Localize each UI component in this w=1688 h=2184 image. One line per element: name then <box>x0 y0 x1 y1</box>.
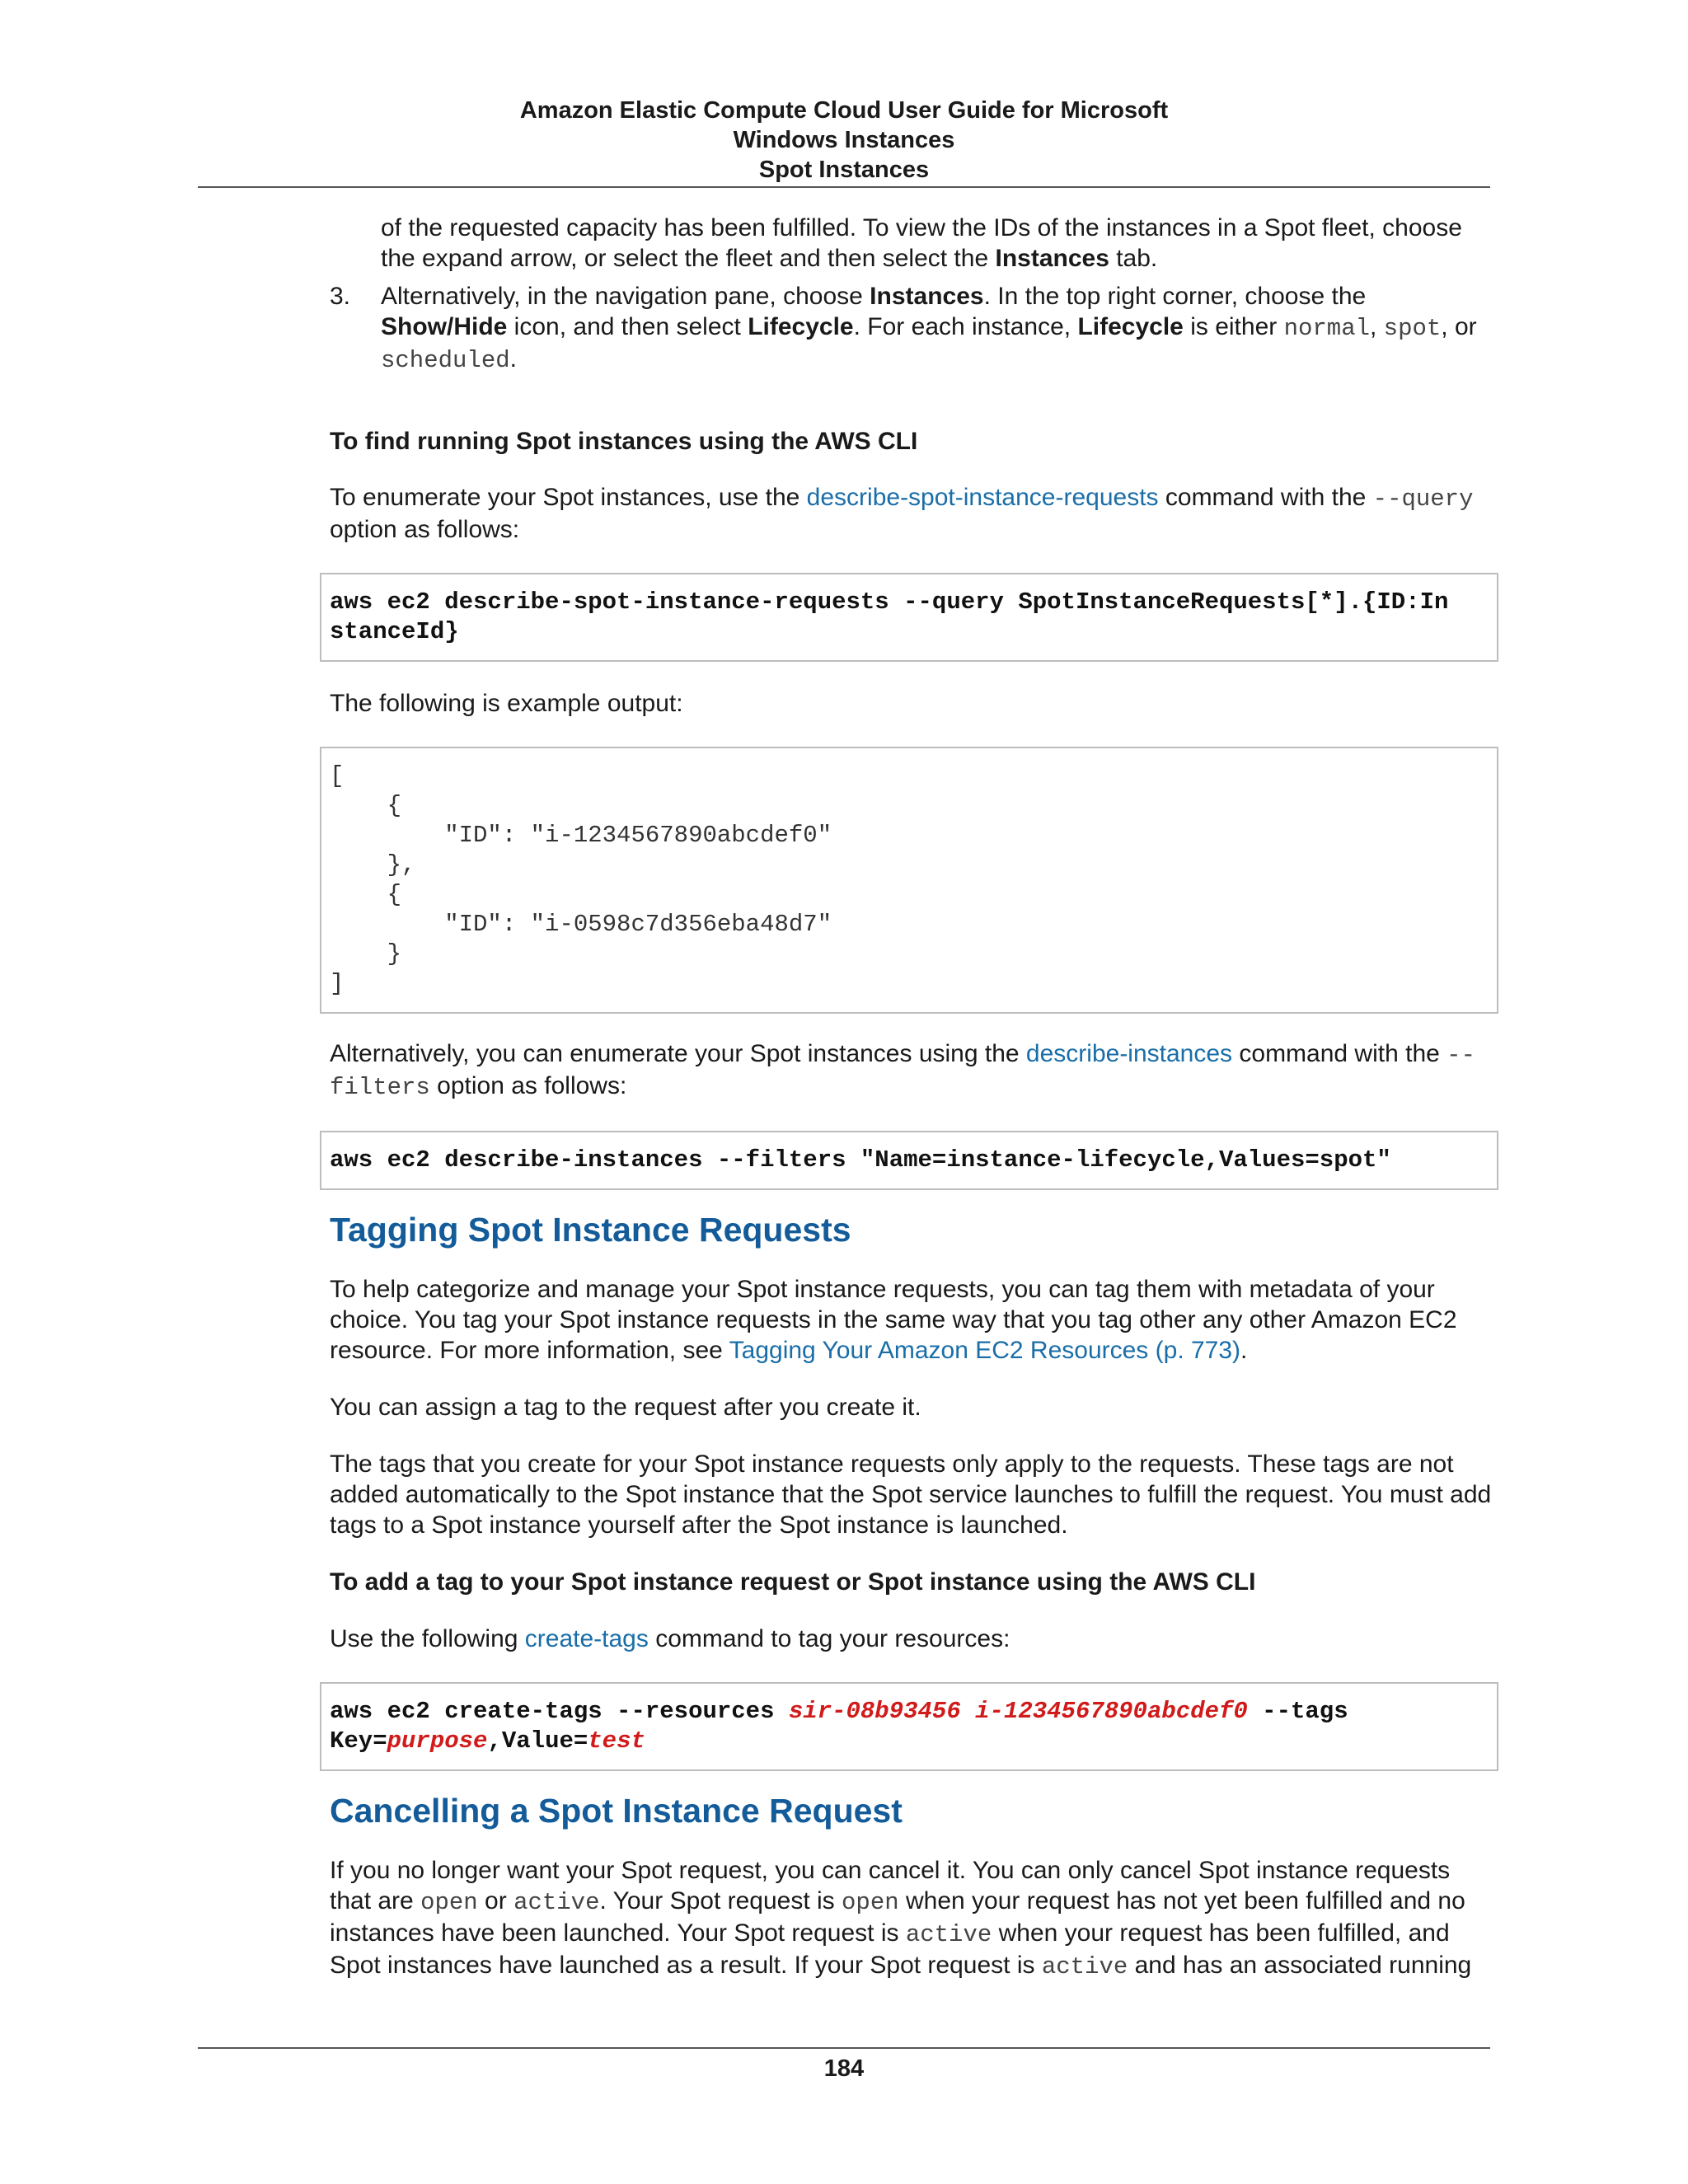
code-text: aws ec2 create-tags --resources <box>330 1698 789 1725</box>
link-create-tags[interactable]: create-tags <box>524 1625 649 1652</box>
page-header <box>198 96 1490 185</box>
paragraph-create-tags <box>330 1624 1493 1654</box>
bold-text: Instances <box>995 245 1109 272</box>
page-number: 184 <box>823 2055 865 2082</box>
text: option as follows: <box>330 516 520 543</box>
code-block-describe-instances: aws ec2 describe-instances --filters "Name=instance-lifecycle,Values=spot" <box>320 1131 1498 1190</box>
paragraph-assign-tag: You can assign a tag to the request after you create it. <box>330 1394 921 1421</box>
text: . <box>509 345 517 373</box>
code-block-create-tags <box>320 1682 1498 1771</box>
section-title-tagging: Tagging Spot Instance Requests <box>330 1211 851 1249</box>
text: when your request has been fulfilled, and Spot instances have launched as a result. If your Spot request is <box>330 1919 1450 1979</box>
inline-code: active <box>513 1889 600 1916</box>
text: . <box>1240 1337 1248 1364</box>
list-number: 3. <box>330 283 351 310</box>
procedure-heading-find: To find running Spot instances using the AWS CLI <box>330 428 918 455</box>
text: Alternatively, in the navigation pane, choose <box>381 283 870 310</box>
text: when your request has not yet been fulfilled and no instances have been launched. Your Spot request is <box>330 1887 1465 1947</box>
paragraph-tags-apply: The tags that you create for your Spot instance requests only apply to the requests. These tags are not added automatically to the Spot instance that the Spot service launches to fulfill the request. You must add tags to a Spot instance yourself after the Spot instance is launched. <box>330 1451 1492 1539</box>
code-replaceable: test <box>588 1727 645 1755</box>
text: To help categorize and manage your Spot instance requests, you can tag them with metadata of your choice. You tag your Spot instance requests in the same way that you tag other any other Amazon EC2 resource. For more information, see <box>330 1276 1457 1364</box>
header-line-3: Spot Instances <box>758 157 930 183</box>
paragraph-alternatively <box>330 1038 1493 1103</box>
inline-code: active <box>905 1921 992 1948</box>
paragraph-cancel <box>330 1855 1493 1982</box>
list-item-step-3 <box>330 281 1493 376</box>
text: If you no longer want your Spot request, you can cancel it. You can only cancel Spot instance requests that are <box>330 1857 1451 1915</box>
header-line-2: Windows Instances <box>733 127 955 153</box>
inline-code: --query <box>1372 485 1474 513</box>
text: of the requested capacity has been fulfilled. To view the IDs of the instances in a Spot fleet, choose the expand arrow, or select the fleet and then select the <box>381 214 1462 272</box>
bold-text: Instances <box>870 283 984 310</box>
paragraph-example-output: The following is example output: <box>330 690 683 717</box>
link-describe-spot-instance-requests[interactable]: describe-spot-instance-requests <box>806 484 1159 511</box>
text: or <box>477 1887 514 1915</box>
bold-text: Lifecycle <box>1077 313 1184 340</box>
code-text: Key= <box>330 1727 387 1755</box>
bold-text: Show/Hide <box>381 313 508 340</box>
bold-text: Lifecycle <box>748 313 854 340</box>
text: Use the following <box>330 1625 525 1652</box>
text: command to tag your resources: <box>648 1625 1010 1652</box>
code-block-example-output: [ { "ID": "i-1234567890abcdef0" }, { "ID": "i-0598c7d356eba48d7" } ] <box>320 747 1498 1014</box>
footer-rule <box>198 2047 1490 2049</box>
link-describe-instances[interactable]: describe-instances <box>1025 1040 1233 1067</box>
code-replaceable: sir-08b93456 i-1234567890abcdef0 <box>788 1698 1248 1725</box>
inline-code: open <box>420 1889 478 1916</box>
procedure-heading-add-tag: To add a tag to your Spot instance request or Spot instance using the AWS CLI <box>330 1568 1256 1596</box>
code-text: --tags <box>1247 1698 1348 1725</box>
text: . Your Spot request is <box>599 1887 842 1915</box>
text: , <box>1370 313 1384 340</box>
inline-code: spot <box>1383 315 1442 342</box>
code-text: ,Value= <box>487 1727 588 1755</box>
section-title-cancelling: Cancelling a Spot Instance Request <box>330 1792 903 1830</box>
paragraph-enumerate <box>330 482 1493 545</box>
text: icon, and then select <box>507 313 748 340</box>
text: Alternatively, you can enumerate your Spot instances using the <box>330 1040 1026 1067</box>
text: option as follows: <box>429 1072 627 1099</box>
text: . For each instance, <box>853 313 1078 340</box>
text: and has an associated running <box>1128 1952 1472 1979</box>
text: , or <box>1441 313 1477 340</box>
header-rule <box>198 186 1490 188</box>
text: command with the <box>1158 484 1373 511</box>
header-line-1: Amazon Elastic Compute Cloud User Guide for Microsoft <box>519 97 1169 124</box>
code-replaceable: purpose <box>387 1727 488 1755</box>
text: tab. <box>1109 245 1158 272</box>
inline-code: --filters <box>330 1042 1475 1101</box>
inline-code: scheduled <box>381 347 510 374</box>
continued-step-text <box>330 213 1493 274</box>
text: To enumerate your Spot instances, use the <box>330 484 807 511</box>
inline-code: open <box>842 1889 899 1916</box>
text: is either <box>1183 313 1284 340</box>
code-block-describe-spot: aws ec2 describe-spot-instance-requests --query SpotInstanceRequests[*].{ID:In stanceId} <box>320 573 1498 662</box>
text: . In the top right corner, choose the <box>983 283 1367 310</box>
text: command with the <box>1232 1040 1447 1067</box>
page-content <box>330 213 1493 1982</box>
inline-code: normal <box>1283 315 1370 342</box>
link-tagging-resources[interactable]: Tagging Your Amazon EC2 Resources (p. 773) <box>729 1337 1241 1364</box>
inline-code: active <box>1041 1953 1128 1980</box>
paragraph-tagging-intro <box>330 1274 1493 1366</box>
